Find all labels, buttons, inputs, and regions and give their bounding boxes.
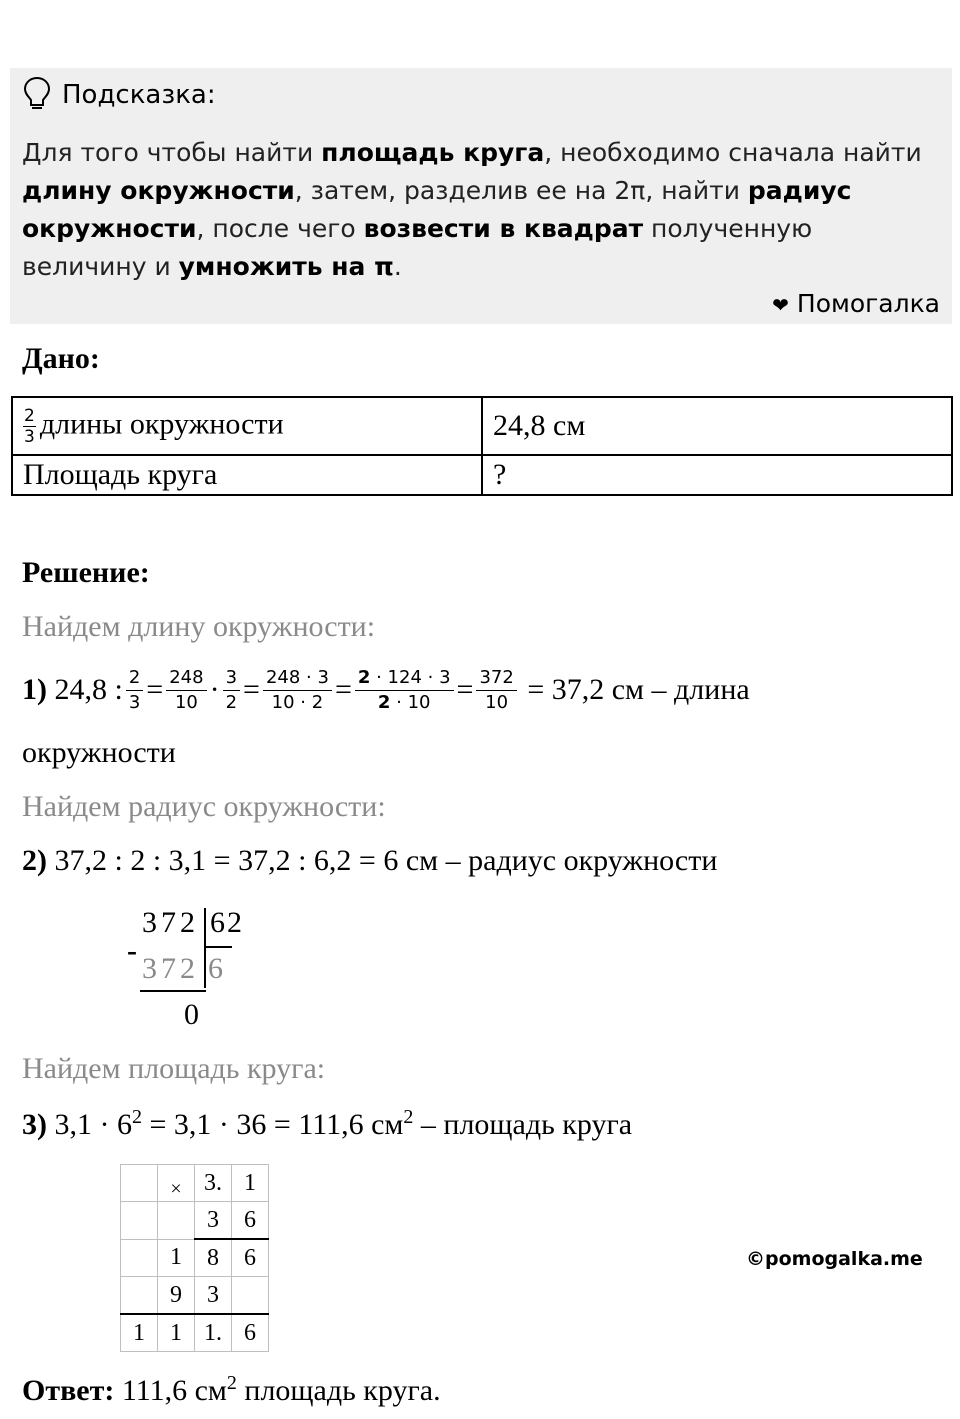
grid-cell: 3. xyxy=(195,1165,232,1202)
division-minus: - xyxy=(127,934,137,967)
grid-cell: 1 xyxy=(121,1314,158,1352)
grid-cell: 3 xyxy=(195,1277,232,1315)
division-remainder: 0 xyxy=(184,998,199,1031)
division-dividend: 372 xyxy=(142,906,199,939)
given-label-cell: $\frac{2}{3}$ длины окружности xyxy=(12,397,482,455)
heart-icon: ❤ xyxy=(772,293,789,317)
table-row xyxy=(121,1165,269,1202)
given-value-cell: 24,8 см xyxy=(482,397,952,455)
grid-cell: 6 xyxy=(232,1314,269,1352)
division-quotient-line xyxy=(204,946,232,948)
fraction: $\frac{248}{10}$ xyxy=(166,666,206,715)
step3-equation: 3) $3,1 \cdot 6^2 = 3,1 \cdot 36 = 111,6$ $см^2$ – площадь круга xyxy=(22,1106,633,1141)
fraction: $\frac{248 \cdot 3}{10 \cdot 2}$ xyxy=(263,666,332,715)
fraction: $\frac{372}{10}$ xyxy=(476,666,516,715)
step2-intro: Найдем радиус окружности: xyxy=(22,790,386,823)
grid-cell: 6 xyxy=(232,1202,269,1240)
grid-cell: 1 xyxy=(158,1314,195,1352)
table-row xyxy=(121,1239,269,1277)
grid-cell: 3 xyxy=(195,1202,232,1240)
division-subtract: 372 xyxy=(142,952,199,985)
fraction: $\frac{2}{3}$ xyxy=(126,666,143,715)
multiplication-grid xyxy=(120,1164,269,1352)
division-quotient: 6 xyxy=(208,952,223,985)
grid-cell: 1. xyxy=(195,1314,232,1352)
grid-cell: 9 xyxy=(158,1277,195,1315)
given-value-cell: ? xyxy=(482,455,952,495)
copyright: ©pomogalka.me xyxy=(746,1248,923,1270)
hint-text: Для того чтобы найти площадь круга, необходимо сначала найти длину окружности, затем, разделив ее на 2π, найти радиус окружности, после чего возвести в квадрат полученную величину и умножить на π. xyxy=(22,138,922,281)
grid-cell: 6 xyxy=(232,1239,269,1277)
step1-continuation: окружности xyxy=(22,736,176,769)
lightbulb-icon xyxy=(22,76,52,112)
table-row xyxy=(121,1314,269,1352)
grid-cell xyxy=(121,1239,158,1277)
division-vertical-line xyxy=(204,908,206,988)
step2-equation: 2) 37,2 : 2 : 3,1 = 37,2 : 6,2 = 6 см – радиус окружности xyxy=(22,844,718,877)
fraction: $\frac{3}{2}$ xyxy=(223,666,240,715)
step1-intro: Найдем длину окружности: xyxy=(22,610,376,643)
brand-label: ❤ Помогалка xyxy=(772,289,940,318)
division-result-line xyxy=(140,990,206,992)
table-row xyxy=(12,397,952,455)
grid-cell: × xyxy=(158,1165,195,1202)
table-row xyxy=(121,1202,269,1240)
grid-cell xyxy=(121,1277,158,1315)
step1-equation: 1) 24,8 : $\frac{2}{3}$ = $\frac{248}{10}$ · $\frac{3}{2}$ = $\frac{248 \cdot 3}{10 \cdot 2}$ = $\frac{2 \cdot 124 \cdot 3}{2 \cdot 10}$ = $\frac{372}{10}$ = 37,2 см – длина xyxy=(22,666,750,713)
table-row xyxy=(12,455,952,495)
grid-cell: 1 xyxy=(158,1239,195,1277)
fraction: $\frac{2}{3}$ xyxy=(24,405,35,447)
grid-cell xyxy=(121,1165,158,1202)
fraction: $\frac{2 \cdot 124 \cdot 3}{2 \cdot 10}$ xyxy=(355,666,454,715)
grid-cell: 1 xyxy=(232,1165,269,1202)
step3-intro: Найдем площадь круга: xyxy=(22,1052,326,1085)
grid-cell xyxy=(232,1277,269,1315)
grid-cell xyxy=(121,1202,158,1240)
division-divisor: 62 xyxy=(210,906,244,939)
solution-heading: Решение: xyxy=(22,556,150,589)
given-label-cell: Площадь круга xyxy=(12,455,482,495)
grid-cell xyxy=(158,1202,195,1240)
given-table xyxy=(11,396,953,496)
hint-title: Подсказка: xyxy=(62,80,216,110)
table-row xyxy=(121,1277,269,1315)
answer: Ответ: 111,6 $см^2$ площадь круга. xyxy=(22,1372,441,1407)
given-heading: Дано: xyxy=(22,342,100,375)
grid-cell: 8 xyxy=(195,1239,232,1277)
